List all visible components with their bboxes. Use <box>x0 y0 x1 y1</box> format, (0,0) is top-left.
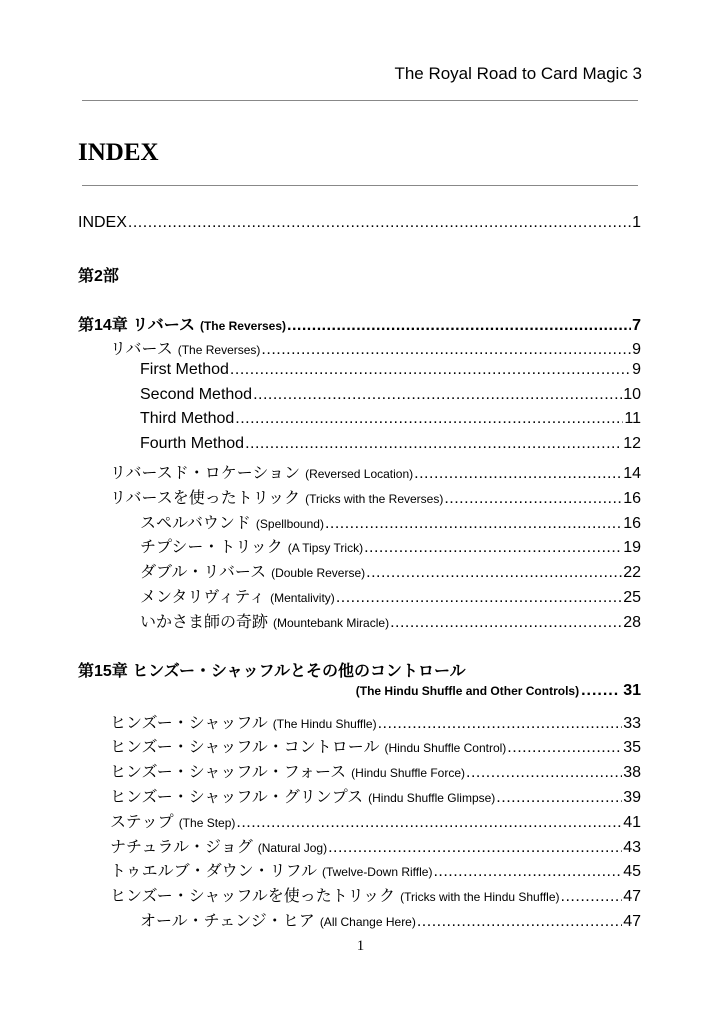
toc-page-number: 9 <box>632 341 641 358</box>
toc-page-number: 7 <box>632 317 641 334</box>
dot-leader <box>128 214 631 232</box>
toc-page-number: 19 <box>623 539 641 557</box>
dot-leader <box>507 739 622 757</box>
toc-entry[interactable] <box>78 883 641 908</box>
dot-leader <box>236 814 622 832</box>
toc-entry[interactable] <box>78 485 641 510</box>
toc-entry-title: リバース <box>110 341 173 358</box>
toc-page-number: 35 <box>623 739 641 757</box>
toc-entry[interactable] <box>78 759 641 784</box>
part-heading <box>78 263 641 287</box>
toc-entry-english-title: (A Tipsy Trick) <box>287 541 364 556</box>
chapter-title: 第14章 リバース <box>78 317 195 334</box>
chapter-title: 第15章 ヒンズー・シャッフルとその他のコントロール <box>78 662 466 680</box>
page-title: INDEX <box>78 139 159 166</box>
toc-entry-title: いかさま師の奇跡 <box>140 613 269 631</box>
dot-leader <box>414 465 622 483</box>
toc-entry-title: チプシー・トリック <box>140 539 283 557</box>
toc-entry-title: ダブル・リバース <box>140 564 267 582</box>
chapter-english-title: (The Reverses) <box>199 319 287 333</box>
dot-leader <box>444 490 622 508</box>
toc-entry-title: ステップ <box>110 813 174 831</box>
toc-entry-title: ヒンズー・シャッフルを使ったトリック <box>110 888 396 906</box>
dot-leader <box>235 410 623 428</box>
dot-leader <box>253 386 622 404</box>
toc-entry-label: INDEX <box>78 214 127 231</box>
toc-entry-title: ナチュラル・ジョグ <box>110 838 253 856</box>
toc-entry-english-title: (Tricks with the Hindu Shuffle) <box>400 890 560 905</box>
chapter-english-title: (The Hindu Shuffle and Other Controls) <box>355 683 580 698</box>
dot-leader <box>417 913 622 931</box>
toc-page-number: 28 <box>623 613 641 631</box>
dot-leader <box>364 539 622 557</box>
toc-entry-title: ヒンズー・シャッフル・フォース <box>110 764 347 782</box>
chapter-14-entries <box>78 336 641 634</box>
dot-leader <box>245 435 622 453</box>
dot-leader <box>261 341 631 359</box>
toc-page-number: 33 <box>623 714 641 732</box>
toc-page-number: 47 <box>623 888 641 906</box>
toc-page-number: 38 <box>623 764 641 782</box>
dot-leader: ....... <box>581 681 620 699</box>
toc-entry-title: Fourth Method <box>140 435 245 453</box>
dot-leader <box>328 839 622 857</box>
toc-page-number: 1 <box>632 214 641 231</box>
toc-entry-title: スペルバウンド <box>140 514 251 532</box>
dot-leader <box>378 715 623 733</box>
toc-entry-title: リバースド・ロケーション <box>110 464 301 482</box>
dot-leader <box>466 764 622 782</box>
toc-page-number: 47 <box>623 912 641 930</box>
toc-entry-title: トゥエルブ・ダウン・リフル <box>110 863 317 881</box>
dot-leader <box>336 589 622 607</box>
toc-entry-english-title: (The Reverses) <box>177 343 261 357</box>
toc-chapter-15-subtitle[interactable] <box>78 682 641 710</box>
toc-entry-english-title: (Twelve-Down Riffle) <box>321 865 433 880</box>
toc-entry[interactable] <box>78 410 641 435</box>
header-rule <box>82 100 638 101</box>
toc-entry[interactable] <box>78 809 641 834</box>
toc-page-number: 12 <box>623 435 641 453</box>
toc-entry-english-title: (Hindu Shuffle Control) <box>384 741 507 756</box>
toc-entry[interactable] <box>78 784 641 809</box>
dot-leader <box>366 564 622 582</box>
toc-entry-english-title: (All Change Here) <box>319 914 416 929</box>
toc-page-number: 31 <box>623 681 641 699</box>
toc-page-number: 9 <box>632 360 641 378</box>
toc-entry[interactable] <box>78 559 641 584</box>
toc-entry-title: ヒンズー・シャッフル <box>110 714 268 732</box>
toc-page-number: 22 <box>623 564 641 582</box>
toc-page-number: 16 <box>623 514 641 532</box>
toc-entry-title: リバースを使ったトリック <box>110 489 301 507</box>
toc-entry-english-title: (Hindu Shuffle Force) <box>351 766 466 781</box>
toc-chapter-14[interactable] <box>78 312 641 336</box>
toc-entry-english-title: (Mountebank Miracle) <box>273 615 390 630</box>
toc-entry[interactable] <box>78 361 641 386</box>
toc-entry[interactable] <box>78 534 641 559</box>
toc-entry[interactable] <box>78 609 641 634</box>
toc-chapter-15-heading[interactable] <box>78 658 641 682</box>
toc-entry-title: ヒンズー・シャッフル・コントロール <box>110 739 380 757</box>
toc-entry-english-title: (Spellbound) <box>255 516 324 531</box>
toc-entry[interactable] <box>78 908 641 933</box>
table-of-contents <box>78 214 641 933</box>
toc-entry-english-title: (Natural Jog) <box>257 840 328 855</box>
toc-entry-english-title: (The Hindu Shuffle) <box>272 716 377 731</box>
toc-page-number: 43 <box>623 838 641 856</box>
toc-page-number: 45 <box>623 863 641 881</box>
toc-entry-title: ヒンズー・シャッフル・グリンプス <box>110 788 364 806</box>
toc-entry-english-title: (The Step) <box>178 815 236 830</box>
dot-leader <box>433 863 622 881</box>
toc-page-number: 25 <box>623 588 641 606</box>
toc-entry-english-title: (Tricks with the Reverses) <box>305 491 444 506</box>
toc-entry[interactable] <box>78 858 641 883</box>
dot-leader <box>230 361 631 379</box>
toc-entry-title: Third Method <box>140 410 235 428</box>
toc-page-number: 41 <box>623 813 641 831</box>
dot-leader <box>390 614 622 632</box>
toc-page-number: 16 <box>623 489 641 507</box>
toc-entry-title: Second Method <box>140 385 253 403</box>
title-rule <box>82 185 638 186</box>
toc-page-number: 39 <box>623 788 641 806</box>
chapter-15-entries <box>78 710 641 933</box>
toc-entry-title: メンタリヴィティ <box>140 588 266 606</box>
dot-leader <box>561 888 623 906</box>
toc-entry-english-title: (Double Reverse) <box>271 566 366 581</box>
toc-entry[interactable] <box>78 510 641 535</box>
dot-leader <box>496 789 622 807</box>
toc-page-number: 14 <box>623 464 641 482</box>
toc-entry[interactable] <box>78 460 641 485</box>
toc-entry-index[interactable] <box>78 214 641 238</box>
toc-entry-title: First Method <box>140 360 229 378</box>
toc-entry[interactable] <box>78 435 641 460</box>
toc-entry-english-title: (Reversed Location) <box>305 466 414 481</box>
toc-entry[interactable] <box>78 834 641 859</box>
toc-page-number: 10 <box>623 385 641 403</box>
toc-entry[interactable] <box>78 584 641 609</box>
toc-entry[interactable] <box>78 710 641 735</box>
dot-leader <box>325 515 622 533</box>
toc-entry-title: オール・チェンジ・ヒア <box>140 912 315 930</box>
toc-entry[interactable] <box>78 336 641 361</box>
part-label: 第2部 <box>78 268 119 285</box>
toc-page-number: 11 <box>624 410 641 428</box>
page-number: 1 <box>356 938 365 954</box>
toc-entry-english-title: (Hindu Shuffle Glimpse) <box>368 790 496 805</box>
dot-leader <box>287 317 631 335</box>
toc-entry-english-title: (Mentalivity) <box>270 590 335 605</box>
toc-entry[interactable] <box>78 734 641 759</box>
running-header: The Royal Road to Card Magic 3 <box>394 64 642 83</box>
toc-entry[interactable] <box>78 386 641 411</box>
